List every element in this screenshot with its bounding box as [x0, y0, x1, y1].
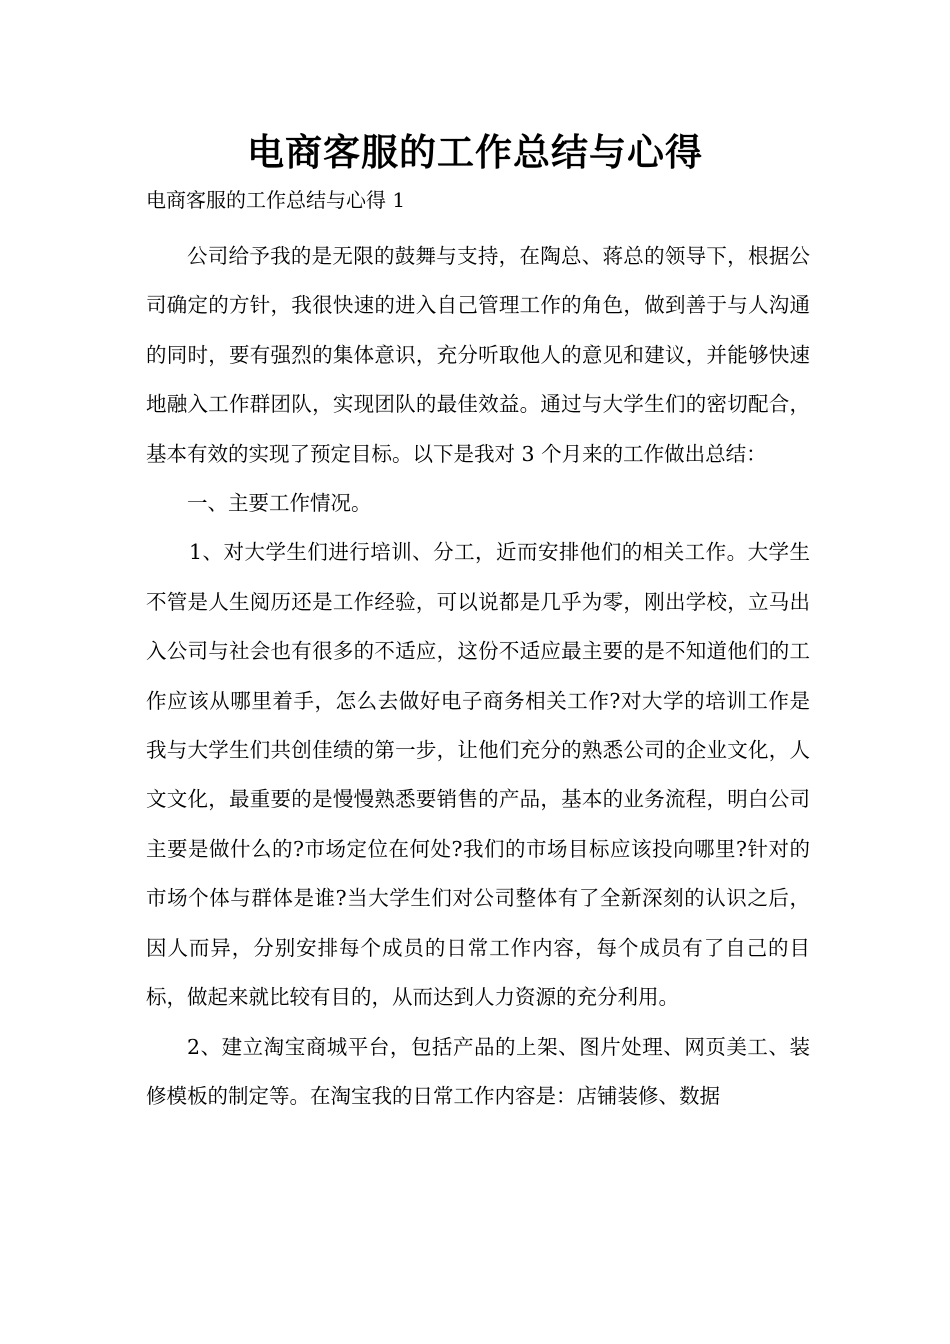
- section-subheading: 电商客服的工作总结与心得 1: [146, 188, 406, 212]
- document-title: 电商客服的工作总结与心得: [247, 131, 703, 174]
- paragraph-item-1: 1、对大学生们进行培训、分工，近而安排他们的相关工作。大学生不管是人生阅历还是工作经验，可以说都是几乎为零，刚出学校，立马出入公司与社会也有很多的不适应，这份不适应最主要的是不知道他们的工作应该从哪里着手，怎么去做好电子商务相关工作?对大学的培训工作是我与大学生们共创佳绩的第一步，让他们充分的熟悉公司的企业文化，人文文化，最重要的是慢慢熟悉要销售的产品，基本的业务流程，明白公司主要是做什么的?市场定位在何处?我们的市场目标应该投向哪里?针对的市场个体与群体是谁?当大学生们对公司整体有了全新深刻的认识之后，因人而异，分别安排每个成员的日常工作内容，每个成员有了自己的目标，做起来就比较有目的，从而达到人力资源的充分利用。: [146, 540, 810, 1010]
- paragraph-item-2: 2、建立淘宝商城平台，包括产品的上架、图片处理、网页美工、装修模板的制定等。在淘宝我的日常工作内容是：店铺装修、数据: [146, 1034, 810, 1108]
- paragraph-intro: 公司给予我的是无限的鼓舞与支持，在陶总、蒋总的领导下，根据公司确定的方针，我很快速的进入自己管理工作的角色，做到善于与人沟通的同时，要有强烈的集体意识，充分听取他人的意见和建议，并能够快速地融入工作群团队，实现团队的最佳效益。通过与大学生们的密切配合，基本有效的实现了预定目标。以下是我对 3 个月来的工作做出总结：: [146, 244, 810, 466]
- paragraph-section-heading: 一、主要工作情况。: [187, 491, 372, 516]
- document-body: [146, 232, 810, 1121]
